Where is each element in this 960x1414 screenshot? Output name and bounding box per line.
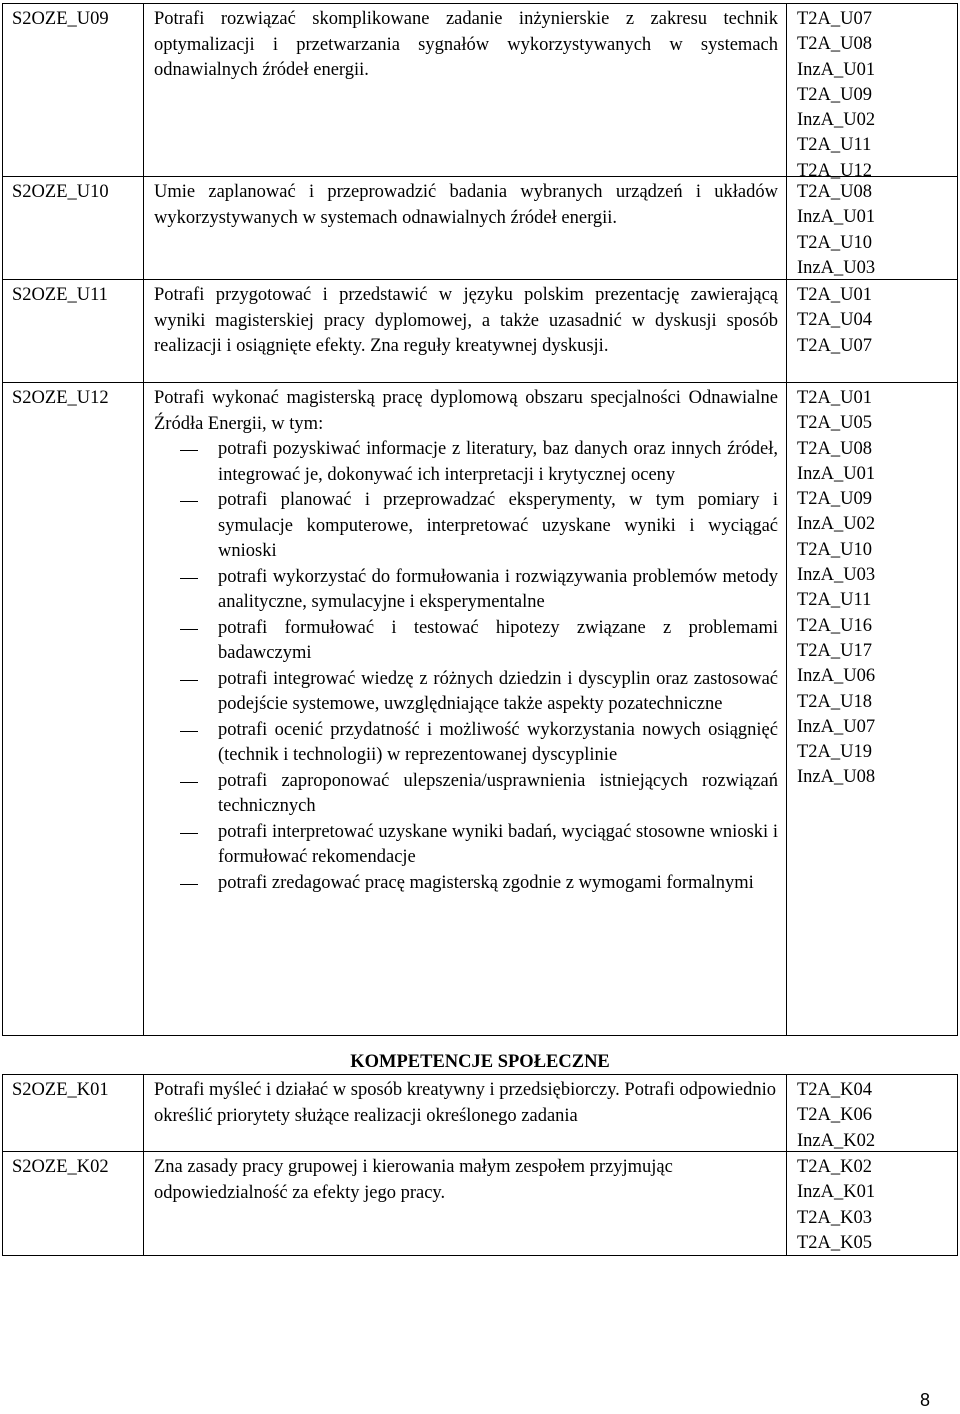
competences-table — [2, 1074, 958, 1256]
dash-bullet-icon — [154, 769, 218, 820]
list-item: potrafi zaproponować ulepszenia/usprawnienia istniejących rozwiązań technicznych — [154, 769, 778, 820]
page-number: 8 — [919, 1390, 930, 1410]
dash-bullet-icon — [154, 820, 218, 871]
outcome-text: Umie zaplanować i przeprowadzić badania wybranych urządzeń i układów wykorzystywanych w systemach odnawialnych źródeł energii. — [143, 177, 786, 279]
list-item: potrafi formułować i testować hipotezy związane z problemami badawczymi — [154, 616, 778, 667]
outcome-code: S2OZE_K02 — [2, 1152, 143, 1255]
outcome-intro: Potrafi wykonać magisterską pracę dyplomową obszaru specjalności Odnawialne Źródła Energii, w tym: — [154, 388, 778, 434]
dash-bullet-icon — [154, 616, 218, 667]
dash-bullet-icon — [154, 718, 218, 769]
list-item: potrafi ocenić przydatność i możliwość wykorzystania nowych osiągnięć (technik i technologii) w reprezentowanej dyscyplinie — [154, 718, 778, 769]
outcome-refs: T2A_U01 T2A_U05 T2A_U08 InzA_U01 T2A_U09 InzA_U02 T2A_U10 InzA_U03 T2A_U11 T2A_U16 T2A_U17 InzA_U06 T2A_U18 InzA_U07 T2A_U19 InzA_U08 — [786, 383, 958, 1035]
outcome-code: S2OZE_U10 — [2, 177, 143, 279]
table-row — [2, 279, 958, 382]
outcome-refs: T2A_U01 T2A_U04 T2A_U07 — [786, 280, 958, 382]
table-row — [2, 1074, 958, 1151]
table-row — [2, 176, 958, 279]
dash-bullet-icon — [154, 871, 218, 897]
list-item: potrafi interpretować uzyskane wyniki badań, wyciągać stosowne wnioski i formułować rekomendacje — [154, 820, 778, 871]
list-item: potrafi planować i przeprowadzać eksperymenty, w tym pomiary i symulacje komputerowe, interpretować uzyskane wyniki i wyciągać wnioski — [154, 488, 778, 565]
outcome-code: S2OZE_U09 — [2, 4, 143, 176]
outcome-refs: T2A_U08 InzA_U01 T2A_U10 InzA_U03 — [786, 177, 958, 279]
outcome-refs: T2A_K02 InzA_K01 T2A_K03 T2A_K05 — [786, 1152, 958, 1255]
outcome-text: Potrafi myśleć i działać w sposób kreatywny i przedsiębiorczy. Potrafi odpowiednio określić priorytety służące realizacji określonego zadania — [143, 1075, 786, 1151]
section-heading: KOMPETENCJE SPOŁECZNE — [350, 1052, 610, 1072]
dash-bullet-icon — [154, 488, 218, 565]
outcome-refs: T2A_U07 T2A_U08 InzA_U01 T2A_U09 InzA_U02 T2A_U11 T2A_U12 — [786, 4, 958, 176]
skills-table — [2, 3, 958, 1036]
outcome-text: Zna zasady pracy grupowej i kierowania małym zespołem przyjmując odpowiedzialność za efekty jego pracy. — [143, 1152, 786, 1255]
outcome-code: S2OZE_K01 — [2, 1075, 143, 1151]
outcome-code: S2OZE_U12 — [2, 383, 143, 1035]
outcome-text: Potrafi rozwiązać skomplikowane zadanie inżynierskie z zakresu technik optymalizacji i przetwarzania sygnałów wykorzystywanych w systemach odnawialnych źródeł energii. — [143, 4, 786, 176]
list-item: potrafi zredagować pracę magisterską zgodnie z wymogami formalnymi — [154, 871, 778, 897]
table-row — [2, 1151, 958, 1256]
list-item: potrafi pozyskiwać informacje z literatury, baz danych oraz innych źródeł, integrować je, dokonywać ich interpretacji i krytycznej oceny — [154, 437, 778, 488]
dash-bullet-icon — [154, 667, 218, 718]
table-row — [2, 382, 958, 1036]
outcome-text: Potrafi przygotować i przedstawić w języku polskim prezentację zawierającą wyniki magisterskiej pracy dyplomowej, a także uzasadnić w dyskusji sposób realizacji i osiągnięte efekty. Zna reguły kreatywnej dyskusji. — [143, 280, 786, 382]
dash-bullet-icon — [154, 565, 218, 616]
table-row — [2, 3, 958, 181]
list-item: potrafi integrować wiedzę z różnych dziedzin i dyscyplin oraz zastosować podejście systemowe, uwzględniające także aspekty pozatechniczne — [154, 667, 778, 718]
outcome-code: S2OZE_U11 — [2, 280, 143, 382]
dash-bullet-icon — [154, 437, 218, 488]
list-item: potrafi wykorzystać do formułowania i rozwiązywania problemów metody analityczne, symulacyjne i eksperymentalne — [154, 565, 778, 616]
outcome-refs: T2A_K04 T2A_K06 InzA_K02 — [786, 1075, 958, 1151]
outcome-text — [143, 383, 786, 1035]
